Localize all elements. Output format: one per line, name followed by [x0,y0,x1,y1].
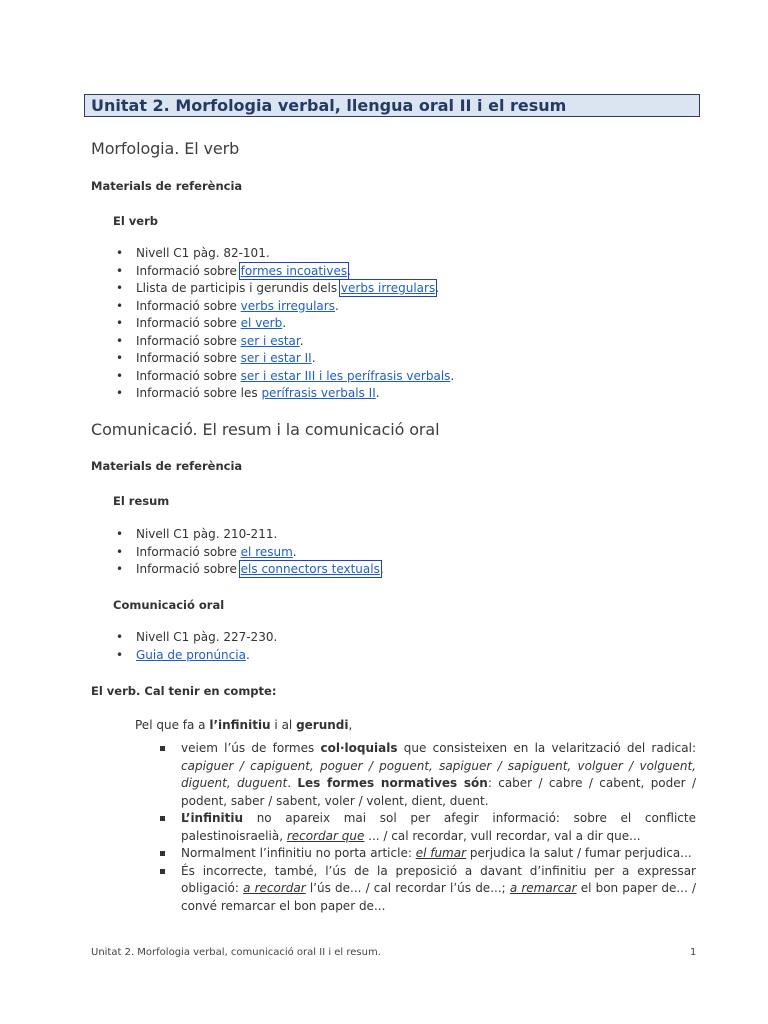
list-item [116,350,454,368]
note-text: l’ús de... / cal recordar l’ús de...; [305,881,510,895]
link-el-resum[interactable]: el resum [240,544,293,559]
item-text: Informació sobre [136,544,241,559]
note-text: És incorrecte, també, l’ús de la preposició a davant d’infinitiu per a expressar obligació: [181,863,696,895]
subheading-comunicacio-oral: Comunicació oral [113,598,225,612]
link-ser-i-estar[interactable]: ser i estar [240,333,300,348]
footer-text: Unitat 2. Morfologia verbal, comunicació oral II i el resum. [91,947,381,958]
materials-heading-2: Materials de referència [91,459,243,473]
note-text: que consisteixen en la velarització del radical: [397,741,696,755]
note-item-infinitiu-sol [160,810,696,845]
intro-text: , [348,718,353,732]
item-punct: . [311,351,316,365]
intro-bold-infinitiu: l’infinitiu [209,718,271,732]
materials-heading-1: Materials de referència [91,179,243,193]
intro-bold-gerundi: gerundi [296,718,349,732]
section-title-morfologia: Morfologia. El verb [91,139,240,158]
list-item [116,298,454,316]
item-text: Llista de participis i gerundis dels [136,281,341,295]
item-text: Informació sobre [136,316,241,330]
note-text: Normalment l’infinitiu no porta article: [181,846,416,860]
verb-resources-list [116,245,454,403]
intro-text: i al [270,718,297,732]
link-ser-i-estar-iii[interactable]: ser i estar III i les perífrasis verbals [240,368,451,383]
subheading-el-verb: El verb [113,214,159,228]
link-guia-pronuncia[interactable]: Guia de pronúncia [136,647,246,662]
item-text: Informació sobre [136,368,241,383]
link-el-verb[interactable]: el verb [240,316,283,330]
note-italic-underline: el fumar [415,846,467,860]
item-punct: . [347,263,351,278]
note-text: . [287,776,298,790]
item-punct: . [375,386,380,400]
resum-resources-list [116,526,384,579]
verb-notes-list [160,740,696,915]
list-item [116,315,454,333]
item-text: Nivell C1 pàg. 82-101. [136,246,270,260]
item-punct: . [245,647,250,662]
note-text: el bon paper de... / convé remarcar el bon paper de... [181,881,697,913]
note-bold: Les formes normatives són [297,776,488,790]
note-italic-underline: recordar que [286,828,365,843]
note-item-preposicio-a [160,863,696,916]
note-italic: capiguer / capiguent, poguer / poguent, sapiguer / sapiguent, volguer / volguent, diguent, duguent [181,758,696,790]
link-perifrasis-verbals-ii[interactable]: perífrasis verbals II [261,386,376,400]
item-punct: . [450,368,455,383]
list-item [116,647,277,665]
list-item [116,561,384,579]
note-italic-underline: a recordar [243,881,306,895]
list-item [116,544,384,562]
list-item [116,263,454,281]
list-item [116,333,454,351]
list-item [116,385,454,403]
list-item [116,368,454,386]
item-punct: . [292,544,297,559]
item-text: Informació sobre [136,351,241,365]
note-text: perjudica la salut / fumar perjudica... [466,846,692,860]
section-title-comunicacio: Comunicació. El resum i la comunicació oral [91,420,440,439]
note-bold: L’infinitiu [181,811,244,825]
verb-notes-intro [135,718,352,732]
item-text: Informació sobre les [136,386,262,400]
item-text: Informació sobre [136,562,241,576]
verb-notes-title: El verb. Cal tenir en compte: [91,684,277,698]
note-text: ... / cal recordar, vull recordar, val a dir que... [364,828,641,843]
subheading-el-resum: El resum [113,494,170,508]
note-bold: col·loquials [320,741,398,755]
unit-title: Unitat 2. Morfologia verbal, llengua oral II i el resum [84,94,700,117]
item-text: Informació sobre [136,333,241,348]
list-item [116,526,384,544]
list-item [116,629,277,647]
item-text: Nivell C1 pàg. 227-230. [136,630,278,644]
note-text: veiem l’ús de formes [181,741,321,755]
link-ser-i-estar-ii[interactable]: ser i estar II [240,351,312,365]
note-text: : caber / cabre / cabent, poder / podent, saber / sabent, voler / volent, dient, duent. [181,776,696,808]
link-verbs-irregulars[interactable]: verbs irregulars [240,298,335,313]
link-formes-incoatives[interactable]: formes incoatives [240,263,348,278]
note-text: no apareix mai sol per afegir informació: sobre el conflicte palestinoisraelià, [181,811,696,843]
item-punct: . [282,316,287,330]
item-text: Informació sobre [136,298,241,313]
item-punct: . [435,281,440,295]
intro-text: Pel que fa a [135,718,210,732]
item-punct: . [334,298,339,313]
item-text: Nivell C1 pàg. 210-211. [136,527,278,541]
oral-resources-list [116,629,277,664]
note-item-colloquial [160,740,696,810]
item-punct: . [299,333,304,348]
item-punct: . [379,562,384,576]
link-participis-verbs-irregulars[interactable]: verbs irregulars [340,281,436,295]
note-italic-underline: a remarcar [509,881,577,895]
note-item-article [160,845,696,863]
page-number: 1 [690,947,697,958]
list-item [116,245,454,263]
link-connectors-textuals[interactable]: els connectors textuals [240,562,380,576]
list-item [116,280,454,298]
item-text: Informació sobre [136,263,241,278]
